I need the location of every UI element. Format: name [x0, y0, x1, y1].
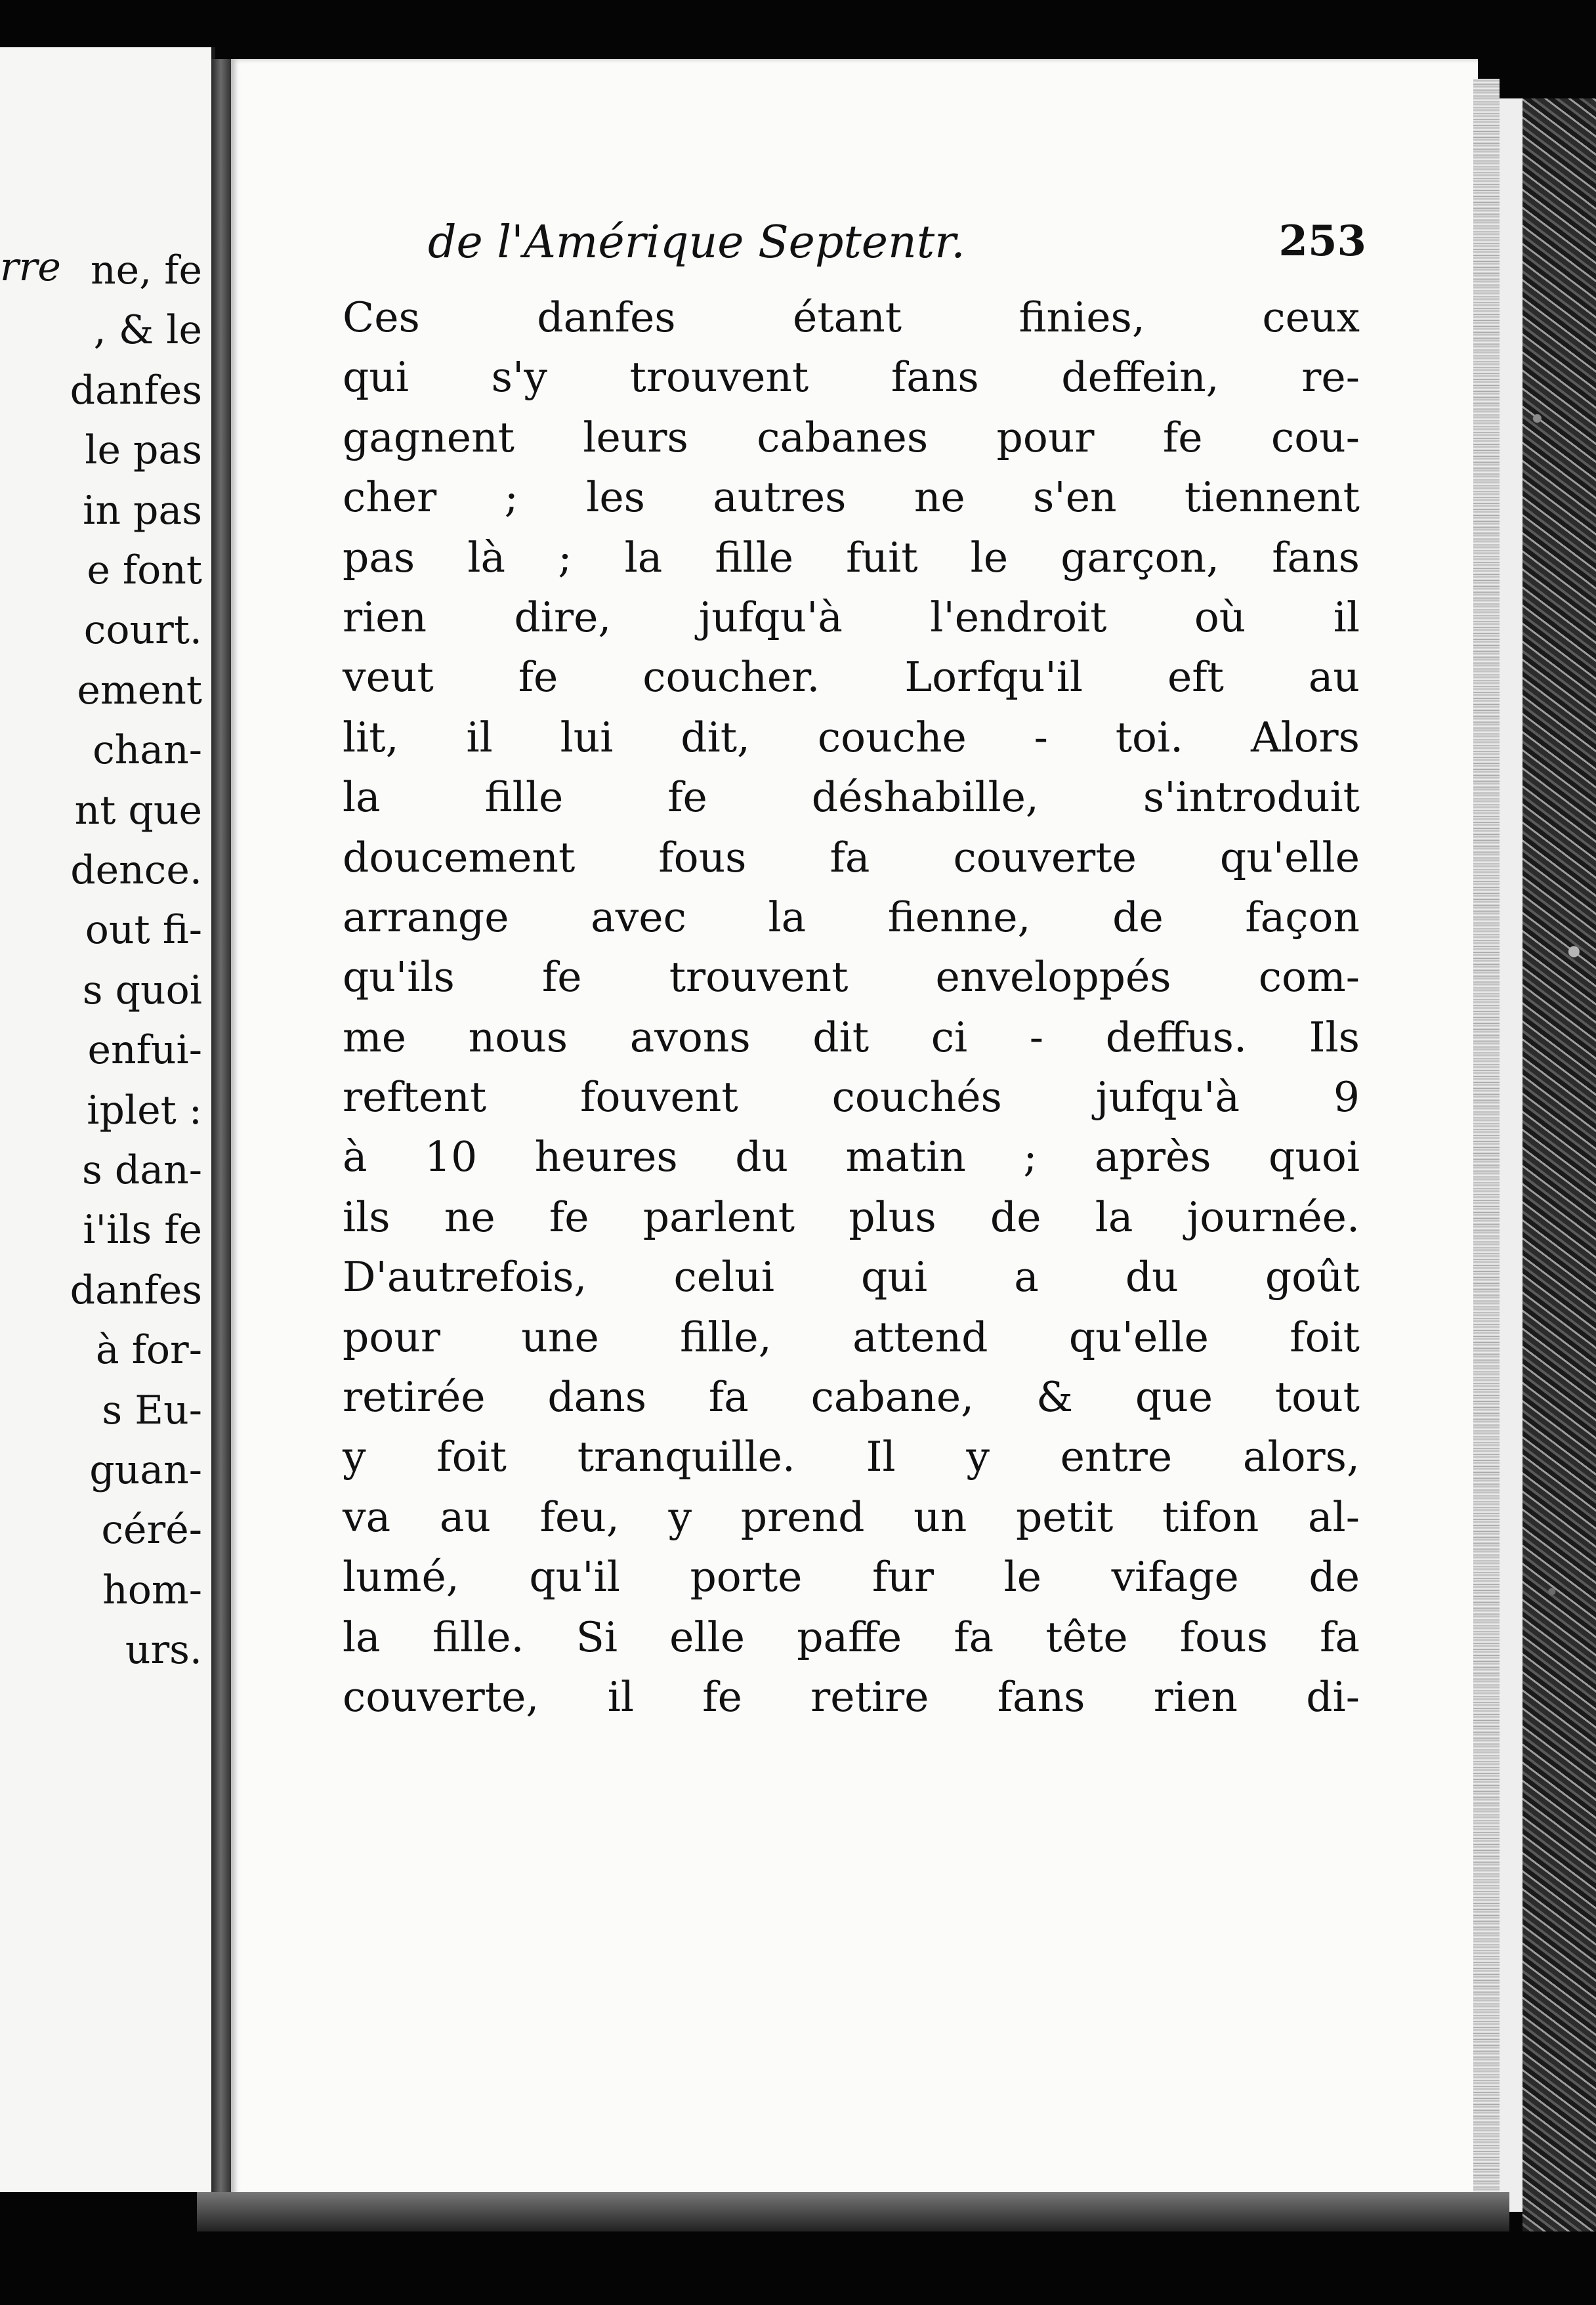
previous-page-line: céré- [101, 1507, 202, 1554]
text-line: y foit tranquille. Il y entre alors, [343, 1433, 1360, 1481]
text-line: la fille. Si elle paffe fa tête fous fa [343, 1613, 1360, 1661]
previous-page-line: guan- [89, 1447, 202, 1493]
previous-page-line: danfes [70, 1267, 202, 1313]
previous-page-line: chan- [93, 727, 202, 774]
text-line: D'autrefois, celui qui a du goût [343, 1253, 1360, 1301]
text-line: doucement fous fa couverte qu'elle [343, 833, 1360, 881]
text-line: reftent fouvent couchés jufqu'à 9 [343, 1073, 1360, 1122]
previous-page-line: urs. [125, 1627, 202, 1674]
previous-page-line: ne, fe [90, 247, 202, 293]
current-page [231, 59, 1478, 2218]
previous-page-line: ement [77, 667, 202, 713]
text-line: Ces danfes étant finies, ceux [343, 293, 1360, 341]
previous-page-line: à for- [95, 1327, 202, 1374]
text-line: gagnent leurs cabanes pour fe cou- [343, 413, 1360, 461]
previous-page-line: nt que [74, 787, 202, 834]
text-line: veut fe coucher. Lorfqu'il eft au [343, 653, 1360, 702]
text-line: qui s'y trouvent fans deffein, re- [343, 353, 1360, 402]
previous-page-line: e font [87, 547, 202, 593]
text-line: me nous avons dit ci - deffus. Ils [343, 1013, 1360, 1061]
text-line: rien dire, jufqu'à l'endroit où il [343, 593, 1360, 641]
previous-page-line: court. [83, 607, 202, 654]
text-line: va au feu, y prend un petit tifon al- [343, 1492, 1360, 1541]
text-line: lit, il lui dit, couche - toi. Alors [343, 713, 1360, 761]
previous-page-line: s dan- [82, 1147, 202, 1193]
text-line: pas là ; la fille fuit le garçon, fans [343, 533, 1360, 582]
previous-page-line: s quoi [82, 967, 202, 1013]
text-line: à 10 heures du matin ; après quoi [343, 1133, 1360, 1181]
previous-page-line: dence. [70, 847, 202, 893]
text-line: lumé, qu'il porte fur le vifage de [343, 1553, 1360, 1601]
text-line: qu'ils fe trouvent enveloppés com- [343, 953, 1360, 1002]
text-line: ils ne fe parlent plus de la journée. [343, 1193, 1360, 1241]
previous-page-line: s Eu- [102, 1387, 202, 1433]
text-line: la fille fe déshabille, s'introduit [343, 773, 1360, 822]
bottom-shadow [197, 2192, 1509, 2231]
previous-page-line: out fi- [85, 907, 202, 954]
page-edges [1473, 79, 1500, 2218]
previous-page-line: , & le [93, 307, 202, 354]
previous-page-line: le pas [85, 427, 202, 474]
previous-page-line: hom- [102, 1567, 202, 1613]
previous-page-line: danfes [70, 367, 202, 413]
page-number: 253 [1278, 217, 1366, 266]
text-line: pour une fille, attend qu'elle foit [343, 1313, 1360, 1361]
text-line: arrange avec la fienne, de façon [343, 893, 1360, 941]
marbled-cover [1522, 98, 1596, 2231]
running-title: de l'Amérique Septentr. [428, 217, 965, 268]
text-line: cher ; les autres ne s'en tiennent [343, 473, 1360, 522]
previous-page-line: in pas [83, 487, 202, 534]
previous-page-running-head: rre [0, 244, 61, 290]
text-line: retirée dans fa cabane, & que tout [343, 1373, 1360, 1422]
previous-page-line: iplet : [87, 1087, 202, 1133]
text-line: couverte, il fe retire fans rien di- [343, 1672, 1360, 1721]
previous-page-line: i'ils fe [83, 1207, 202, 1254]
running-head [428, 217, 1366, 282]
body-text [343, 287, 1360, 1727]
previous-page-line: enfui- [87, 1027, 202, 1074]
previous-page [0, 47, 215, 2192]
